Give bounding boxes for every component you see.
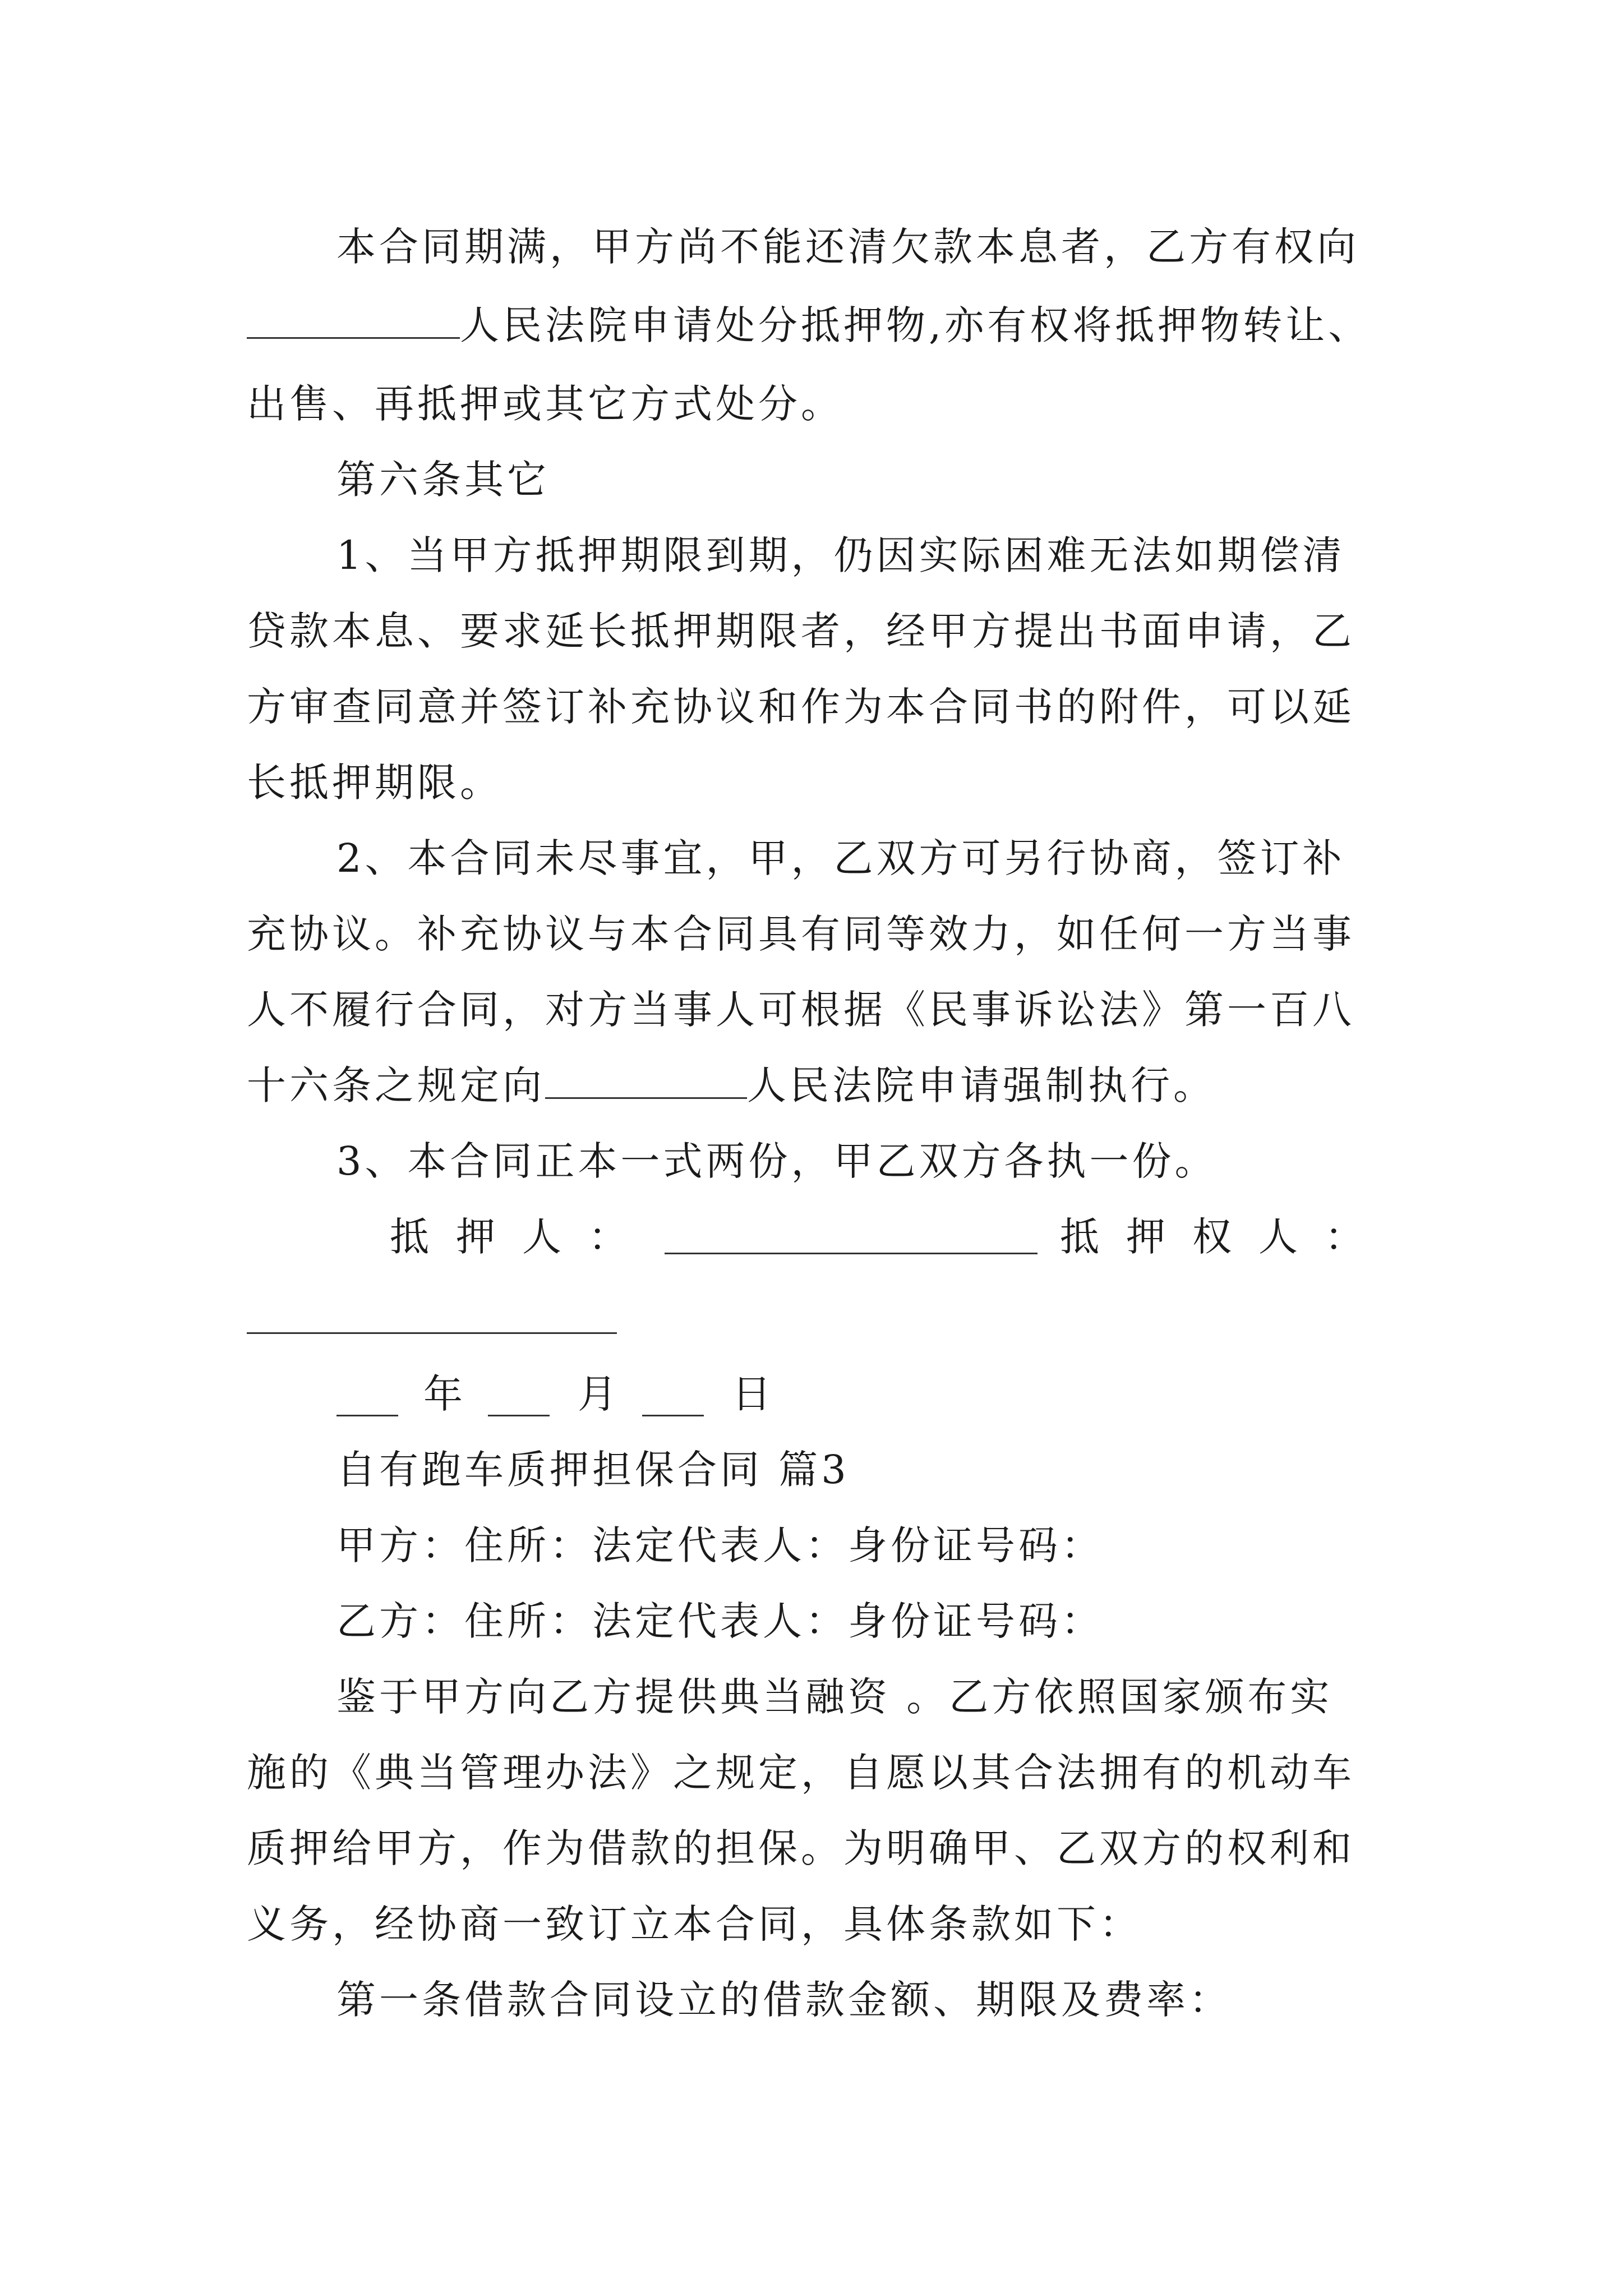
party-a-line: 甲方：住所：法定代表人：身份证号码： [336,1522,1104,1568]
year-blank [336,1415,398,1416]
paragraph-text: 人民法院申请强制执行。 [747,1062,1216,1108]
blank-field [247,306,460,339]
paragraph-line: 鉴于甲方向乙方提供典当融资 。乙方依照国家颁布实 [336,1674,1333,1720]
paragraph-line: 2、本合同未尽事宜，甲，乙双方可另行协商，签订补 [336,835,1345,881]
pledgee-label: 抵押权人： [1060,1214,1391,1260]
paragraph-line: 质押给甲方，作为借款的担保。为明确甲、乙双方的权利和 [247,1825,1355,1871]
paragraph-line: 贷款本息、要求延长抵押期限者，经甲方提出书面申请，乙 [247,608,1355,654]
month-blank [488,1415,550,1416]
paragraph-line: 1、当甲方抵押期限到期，仍因实际困难无法如期偿清 [336,532,1345,578]
pledgor-signature-line [665,1253,1038,1254]
section-title: 自有跑车质押担保合同 篇3 [336,1447,850,1493]
paragraph-line: 长抵押期限。 [247,760,502,806]
blank-field [545,1066,747,1099]
article-heading: 第一条借款合同设立的借款金额、期限及费率： [336,1977,1232,2023]
paragraph-text: 十六条之规定向 [247,1062,545,1108]
paragraph-line: 出售、再抵押或其它方式处分。 [247,381,843,427]
paragraph-line: 义务，经协商一致订立本合同，具体条款如下： [247,1901,1142,1947]
paragraph-text: 人民法院申请处分抵押物,亦有权将抵押物转让、 [460,302,1371,348]
paragraph-line [247,302,1371,348]
day-blank [642,1415,704,1416]
paragraph-line: 本合同期满，甲方尚不能还清欠款本息者，乙方有权向 [336,224,1359,270]
party-b-line: 乙方：住所：法定代表人：身份证号码： [336,1598,1104,1644]
paragraph-line [247,1062,1216,1108]
article-heading: 第六条其它 [336,457,550,503]
paragraph-line: 方审查同意并签订补充协议和作为本合同书的附件，可以延 [247,684,1355,730]
day-label: 日 [732,1371,774,1417]
year-label: 年 [423,1371,466,1417]
paragraph-line: 3、本合同正本一式两份，甲乙双方各执一份。 [336,1138,1218,1184]
paragraph-line: 充协议。补充协议与本合同具有同等效力，如任何一方当事 [247,911,1355,957]
paragraph-line: 人不履行合同，对方当事人可根据《民事诉讼法》第一百八 [247,987,1355,1033]
month-label: 月 [578,1371,620,1417]
pledgee-signature-line [247,1332,617,1334]
paragraph-line: 施的《典当管理办法》之规定，自愿以其合法拥有的机动车 [247,1750,1355,1796]
pledgor-label: 抵押人： [390,1214,654,1260]
